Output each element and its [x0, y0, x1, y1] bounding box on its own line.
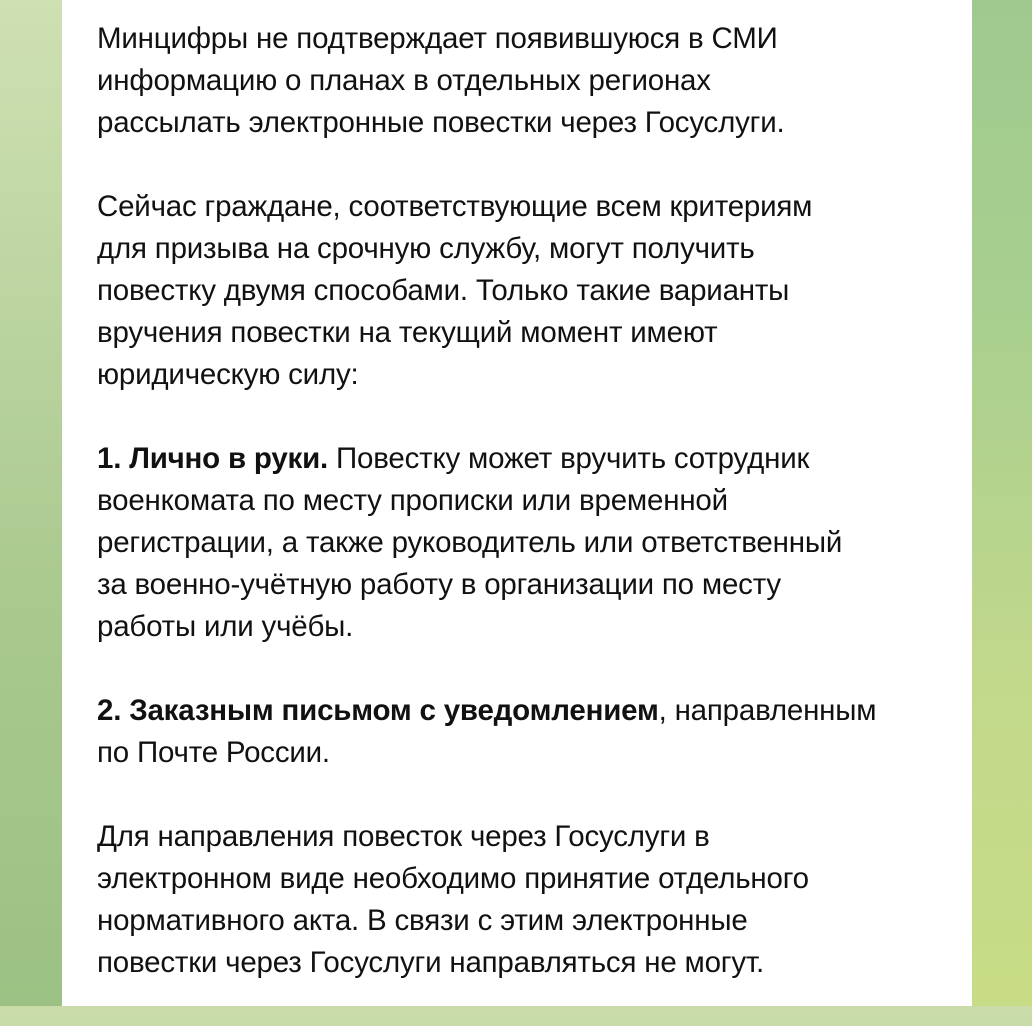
text-line: регистрации, а также руководитель или ответственный: [97, 526, 843, 559]
text-line: по Почте России.: [97, 736, 330, 769]
text-line: за военно-учётную работу в организации по месту: [97, 568, 781, 601]
text-line: повестки через Госуслуги направляться не могут.: [97, 946, 764, 979]
text-line: юридическую силу:: [97, 358, 359, 391]
paragraph-1: [97, 18, 957, 144]
text-line: электронном виде необходимо принятие отдельного: [97, 862, 809, 895]
text-line: [97, 438, 957, 480]
paragraph-2: [97, 186, 957, 396]
bold-heading: 2. Заказным письмом с уведомлением: [97, 694, 659, 727]
text-line: информацию о планах в отдельных регионах: [97, 64, 711, 97]
chat-wallpaper-right: [972, 0, 1032, 1006]
text-line: Сейчас граждане, соответствующие всем критериям: [97, 190, 813, 223]
text-line: повестку двумя способами. Только такие варианты: [97, 274, 790, 307]
text-line: работы или учёбы.: [97, 610, 354, 643]
paragraph-3: [97, 438, 957, 648]
text-line: военкомата по месту прописки или временной: [97, 484, 728, 517]
chat-wallpaper-left: [0, 0, 62, 1006]
text-line: вручения повестки на текущий момент имеют: [97, 316, 718, 349]
text-line: для призыва на срочную службу, могут получить: [97, 232, 755, 265]
message-text: [97, 18, 957, 1026]
text-line: рассылать электронные повестки через Госуслуги.: [97, 106, 785, 139]
text-line: Минцифры не подтверждает появившуюся в СМИ: [97, 22, 778, 55]
paragraph-5: [97, 816, 957, 984]
paragraph-4: [97, 690, 957, 774]
bold-heading: 1. Лично в руки.: [97, 442, 329, 475]
text-span: , направленным: [658, 694, 877, 727]
text-span: Повестку может вручить сотрудник: [328, 442, 810, 475]
text-line: [97, 690, 957, 732]
text-line: Для направления повесток через Госуслуги в: [97, 820, 710, 853]
text-line: нормативного акта. В связи с этим электронные: [97, 904, 748, 937]
